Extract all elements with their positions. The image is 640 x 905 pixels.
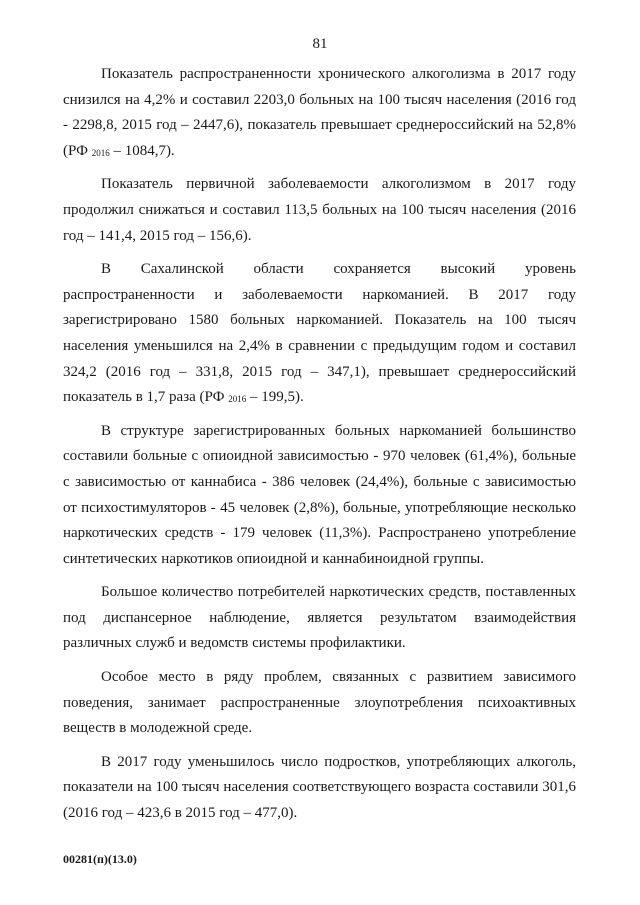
subscript-year: 2016 bbox=[228, 394, 247, 405]
paragraph-youth-substance-abuse: Особое место в ряду проблем, связанных с развитием зависимого поведения, занимает распространенные злоупотребления психоактивных веществ в молодежной среде. bbox=[63, 669, 576, 737]
paragraph-dispensary-observation: Большое количество потребителей наркотических средств, поставленных под диспансерное наблюдение, является результатом взаимодействия различных служб и ведомств системы профилактики. bbox=[63, 584, 576, 652]
paragraph-drug-addiction-prevalence: В Сахалинской области сохраняется высокий уровень распространенности и заболеваемости наркоманией. В 2017 году зарегистрировано 1580 больных наркоманией. Показатель на 100 тысяч населения уменьшился на 2,4% в сравнении с предыдущим годом и составил 324,2 (2016 год – 331,8, 2015 год – 347,1), превышает среднероссийский показатель в 1,7 раза (РФ $_{2016}$ – 199,5). bbox=[63, 261, 576, 406]
paragraph-teen-alcohol: В 2017 году уменьшилось число подростков, употребляющих алкоголь, показатели на 100 тысяч населения соответствующего возраста составили 301,6 (2016 год – 423,6 в 2015 год – 477,0). bbox=[63, 753, 576, 822]
subscript-year: 2016 bbox=[91, 147, 110, 158]
document-code: 00281(п)(13.0) bbox=[63, 852, 137, 866]
page-number: 81 bbox=[312, 36, 328, 52]
document-body bbox=[63, 62, 576, 835]
paragraph-alcoholism-prevalence: Показатель распространенности хронического алкоголизма в 2017 году снизился на 4,2% и составил 2203,0 больных на 100 тысяч населения (2016 год - 2298,8, 2015 год – 2447,6), показатель превышает среднероссийский на 52,8% (РФ $_{2016}$ – 1084,7). bbox=[63, 66, 576, 159]
paragraph-drug-addiction-structure: В структуре зарегистрированных больных наркоманией большинство составили больные с опиоидной зависимостью - 970 человек (61,4%), больные с зависимостью от каннабиса - 386 человек (24,4%), больные с зависимостью от психостимуляторов - 45 человек (2,8%), больные, употребляющие несколько наркотических средств - 179 человек (11,3%). Распространено употребление синтетических наркотиков опиоидной и каннабиноидной группы. bbox=[63, 422, 576, 567]
paragraph-alcoholism-incidence: Показатель первичной заболеваемости алкоголизмом в 2017 году продолжил снижаться и составил 113,5 больных на 100 тысяч населения (2016 год – 141,4, 2015 год – 156,6). bbox=[63, 176, 576, 244]
